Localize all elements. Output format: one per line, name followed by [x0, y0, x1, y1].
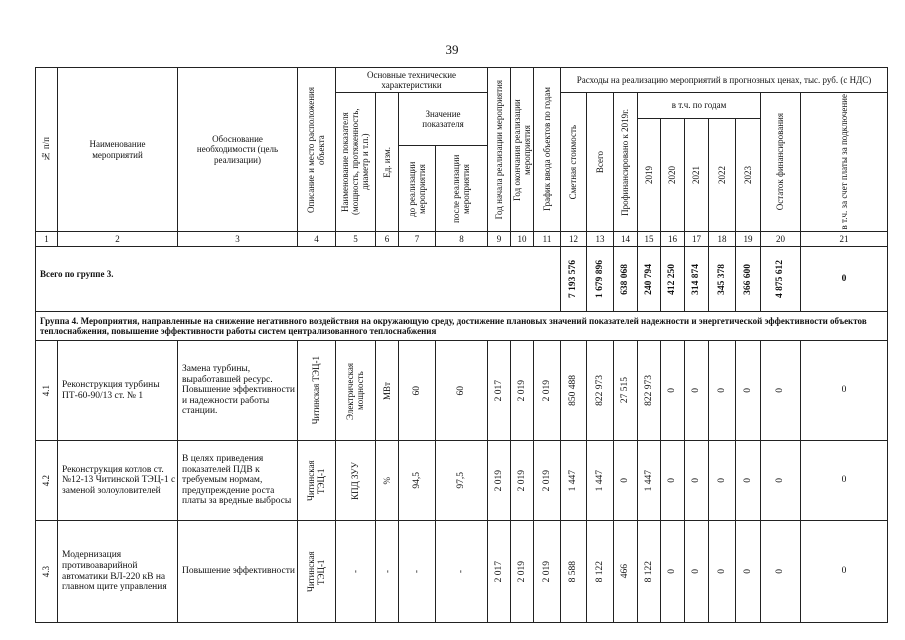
- group3-total-value: [637, 246, 660, 311]
- column-number: [760, 231, 800, 246]
- header-2022-text: 2022: [716, 166, 727, 184]
- column-number: [57, 231, 177, 246]
- row-end-text: 2 019: [516, 560, 527, 583]
- row-unit-text: %: [381, 476, 392, 485]
- header-connection-fee-text: в т.ч. за счет платы за подключение: [838, 94, 849, 230]
- header-reason-text: Обоснование необходимости (цель реализации): [196, 134, 279, 165]
- group3-total-value-text: 366 600: [742, 263, 753, 295]
- header-value-text: Значение показателя: [422, 108, 464, 129]
- row-value: [684, 340, 708, 440]
- header-2021: [684, 118, 708, 231]
- row-start: [487, 440, 510, 520]
- row-value-text: 8 588: [568, 560, 579, 583]
- group3-total-value-text: 7 193 576: [568, 260, 579, 298]
- row-end: [510, 520, 533, 623]
- group3-total-value-text: 638 068: [620, 263, 631, 295]
- column-number-text: 13: [595, 233, 605, 244]
- column-number: [684, 231, 708, 246]
- column-number-text: 2: [115, 233, 120, 244]
- row-schedule: [533, 440, 560, 520]
- column-number: [586, 231, 613, 246]
- row-end-text: 2 019: [516, 379, 527, 402]
- header-2023-text: 2023: [742, 166, 753, 184]
- row-after-text: 97,5: [456, 472, 467, 489]
- column-number-text: 16: [668, 233, 677, 244]
- row-before: [398, 520, 435, 623]
- row-param: [335, 440, 375, 520]
- group3-total-value-text: 314 874: [691, 263, 702, 295]
- column-number-text: 7: [414, 233, 420, 244]
- row-name: [57, 520, 177, 623]
- header-2021-text: 2021: [691, 166, 702, 184]
- row-value: [800, 340, 888, 440]
- column-number-text: 12: [569, 233, 578, 244]
- header-remaining: [760, 92, 800, 231]
- column-number-text: 10: [517, 233, 527, 244]
- row-num-text: 4.3: [41, 565, 52, 578]
- row-param: [335, 520, 375, 623]
- header-after: [435, 145, 487, 231]
- row-value-text: 1 447: [594, 469, 605, 492]
- header-reason: [177, 67, 297, 231]
- header-2022: [708, 118, 735, 231]
- row-param: [335, 340, 375, 440]
- column-number-text: 6: [384, 233, 390, 244]
- row-value: [760, 340, 800, 440]
- row-value-text: 0: [775, 569, 786, 574]
- row-value-text: 0: [667, 388, 678, 393]
- row-value-text: 0: [775, 478, 786, 483]
- row-value: [735, 440, 760, 520]
- row-value: [637, 340, 660, 440]
- column-number-text: 18: [717, 233, 727, 244]
- column-number: [35, 231, 57, 246]
- row-value-text: 0: [667, 569, 678, 574]
- header-unit: [375, 92, 398, 231]
- column-number-text: 3: [235, 233, 240, 244]
- group3-total-value: [613, 246, 637, 311]
- header-2023: [735, 118, 760, 231]
- row-value: [560, 440, 586, 520]
- row-value: [760, 440, 800, 520]
- row-start-text: 2 017: [493, 560, 504, 583]
- row-after-text: -: [456, 569, 467, 574]
- column-number: [398, 231, 435, 246]
- row-name: [57, 440, 177, 520]
- column-number: [297, 231, 335, 246]
- column-number-text: 4: [314, 233, 319, 244]
- row-value: [708, 520, 735, 623]
- row-before-text: -: [411, 569, 422, 574]
- header-value: [398, 92, 487, 145]
- row-value: [560, 340, 586, 440]
- row-value-text: 0: [742, 388, 753, 393]
- header-total-text: Всего: [594, 150, 605, 174]
- row-name: [57, 340, 177, 440]
- row-param-text: Электрическая мощность: [345, 361, 366, 420]
- row-before-text: 60: [411, 385, 422, 396]
- group3-total-value-text: 0: [841, 273, 847, 284]
- group3-total-value-text: 240 794: [643, 263, 654, 295]
- row-location: [297, 440, 335, 520]
- header-num-text: № п/п: [41, 137, 52, 162]
- group3-total-value: [560, 246, 586, 311]
- row-value: [613, 520, 637, 623]
- row-num: [35, 340, 57, 440]
- group3-total-value-text: 4 875 612: [775, 260, 786, 298]
- row-value: [735, 340, 760, 440]
- row-start: [487, 340, 510, 440]
- header-before: [398, 145, 435, 231]
- row-location: [297, 340, 335, 440]
- header-estimate-text: Сметная стоимость: [568, 124, 579, 200]
- header-param: [335, 92, 375, 231]
- row-value: [800, 440, 888, 520]
- header-total: [586, 92, 613, 231]
- row-location-text: Читинская ТЭЦ-1: [306, 550, 327, 592]
- row-value: [800, 520, 888, 623]
- header-schedule-text: График ввода объектов по годам: [541, 87, 552, 212]
- row-reason-text: В целях приведения показателей ПДВ к требуемым нормам, предупреждение роста платы за вредные выбросы: [182, 453, 292, 507]
- row-reason-text: Повышение эффективности: [182, 566, 295, 577]
- row-end: [510, 340, 533, 440]
- row-after-text: 60: [456, 385, 467, 396]
- row-after: [435, 340, 487, 440]
- header-before-text: до реализации мероприятия: [406, 160, 427, 217]
- column-number-text: 17: [692, 233, 701, 244]
- row-reason: [177, 440, 297, 520]
- row-before-text: 94,5: [411, 472, 422, 489]
- row-value: [684, 520, 708, 623]
- row-value-text: 822 973: [643, 375, 654, 406]
- header-schedule: [533, 67, 560, 231]
- header-by-year-text: в т.ч. по годам: [671, 100, 727, 111]
- header-end-text: Год окончания реализации мероприятия: [511, 98, 532, 201]
- header-tech-text: Основные технические характеристики: [366, 69, 457, 90]
- column-number-text: 11: [542, 233, 552, 244]
- page-number: 39: [445, 42, 459, 57]
- row-value-text: 27 515: [620, 377, 631, 404]
- row-value-text: 0: [716, 478, 727, 483]
- row-value-text: 0: [716, 569, 727, 574]
- row-start-text: 2 019: [493, 469, 504, 492]
- column-number-text: 19: [743, 233, 753, 244]
- row-schedule-text: 2 019: [541, 560, 552, 583]
- row-value-text: 0: [691, 388, 702, 393]
- column-number-text: 8: [459, 233, 464, 244]
- row-value: [613, 440, 637, 520]
- group3-total-value: [684, 246, 708, 311]
- header-by-year: [637, 92, 760, 118]
- header-expenses: [560, 67, 888, 92]
- row-before: [398, 340, 435, 440]
- header-start: [487, 67, 510, 231]
- header-connection-fee: [800, 92, 888, 231]
- header-location-text: Описание и место расположения объекта: [306, 86, 327, 213]
- column-number: [800, 231, 888, 246]
- column-number: [335, 231, 375, 246]
- group3-total-value: [735, 246, 760, 311]
- column-number-text: 15: [644, 233, 654, 244]
- row-start: [487, 520, 510, 623]
- column-number: [708, 231, 735, 246]
- row-location-text: Читинская ТЭЦ-1: [311, 356, 322, 425]
- column-number: [560, 231, 586, 246]
- row-schedule-text: 2 019: [541, 379, 552, 402]
- group3-total-label-text: Всего по группе 3.: [40, 269, 114, 279]
- header-tech: [335, 67, 487, 92]
- header-financed: [613, 92, 637, 231]
- row-value: [684, 440, 708, 520]
- row-value-text: 822 973: [594, 375, 605, 406]
- header-location: [297, 67, 335, 231]
- header-unit-text: Ед. изм.: [381, 146, 392, 178]
- row-value: [735, 520, 760, 623]
- column-number-text: 1: [44, 233, 49, 244]
- row-value-text: 0: [742, 478, 753, 483]
- row-value-text: 1 447: [568, 469, 579, 492]
- group3-total-value-text: 1 679 896: [594, 260, 605, 298]
- column-number: [177, 231, 297, 246]
- column-number-text: 9: [496, 233, 502, 244]
- header-2020-text: 2020: [667, 166, 678, 184]
- row-value-text: 0: [667, 478, 678, 483]
- group3-total-value: [708, 246, 735, 311]
- row-value: [637, 440, 660, 520]
- row-schedule-text: 2 019: [541, 469, 552, 492]
- row-value: [586, 520, 613, 623]
- row-reason: [177, 520, 297, 623]
- group4-title: [35, 311, 888, 340]
- column-number: [637, 231, 660, 246]
- row-value: [560, 520, 586, 623]
- row-value-text: 0: [841, 385, 847, 396]
- row-schedule: [533, 340, 560, 440]
- header-remaining-text: Остаток финансирования: [775, 113, 786, 211]
- header-2019: [637, 118, 660, 231]
- group3-total-label: [35, 246, 560, 311]
- row-location-text: Читинская ТЭЦ-1: [306, 459, 327, 501]
- header-estimate: [560, 92, 586, 231]
- row-unit: [375, 440, 398, 520]
- column-number: [735, 231, 760, 246]
- group3-total-value-text: 345 378: [716, 263, 727, 295]
- row-unit: [375, 520, 398, 623]
- row-value-text: 850 488: [568, 375, 579, 406]
- column-number: [487, 231, 510, 246]
- header-name-text: Наименование мероприятий: [89, 139, 146, 160]
- group3-total-value: [660, 246, 684, 311]
- header-end: [510, 67, 533, 231]
- row-start-text: 2 017: [493, 379, 504, 402]
- row-unit-text: МВт: [381, 381, 392, 400]
- header-after-text: после реализации мероприятия: [451, 154, 472, 223]
- column-number-text: 5: [353, 233, 358, 244]
- row-value-text: 0: [841, 475, 847, 486]
- column-number: [660, 231, 684, 246]
- row-value-text: 0: [742, 569, 753, 574]
- column-number-text: 21: [839, 233, 849, 244]
- row-param-text: КПД ЗУУ: [350, 461, 361, 500]
- header-expenses-text: Расходы на реализацию мероприятий в прогнозных ценах, тыс. руб. (с НДС): [576, 74, 872, 85]
- row-value-text: 466: [620, 564, 631, 579]
- row-value: [660, 440, 684, 520]
- row-after: [435, 440, 487, 520]
- row-value-text: 8 122: [594, 560, 605, 583]
- header-param-text: Наименование показателя (мощность, протяженность, диаметр и т.п.): [340, 108, 371, 216]
- group3-total-value: [586, 246, 613, 311]
- row-value: [586, 340, 613, 440]
- row-value-text: 0: [620, 478, 631, 483]
- row-value-text: 8 122: [643, 560, 654, 583]
- row-value-text: 0: [691, 569, 702, 574]
- row-param-text: -: [350, 570, 361, 573]
- column-number: [613, 231, 637, 246]
- column-number-text: 20: [776, 233, 785, 244]
- row-value: [660, 520, 684, 623]
- row-value: [660, 340, 684, 440]
- header-2019-text: 2019: [643, 166, 654, 184]
- header-start-text: Год начала реализации мероприятия: [493, 79, 504, 220]
- row-unit: [375, 340, 398, 440]
- row-location: [297, 520, 335, 623]
- row-name-text: Реконструкция котлов ст. №12-13 Читинской ТЭЦ-1 с заменой золоуловителей: [62, 464, 176, 496]
- row-reason-text: Замена турбины, выработавшей ресурс. Повышение эффективности и надежности работы станции.: [182, 363, 295, 417]
- group3-total-value-text: 412 250: [667, 263, 678, 295]
- column-number: [375, 231, 398, 246]
- row-num: [35, 520, 57, 623]
- group3-total-value: [760, 246, 800, 311]
- row-reason: [177, 340, 297, 440]
- column-number-text: 14: [621, 233, 630, 244]
- row-before: [398, 440, 435, 520]
- row-value: [708, 440, 735, 520]
- row-value-text: 0: [775, 388, 786, 393]
- column-number: [435, 231, 487, 246]
- row-value-text: 0: [691, 478, 702, 483]
- row-value: [708, 340, 735, 440]
- row-value: [613, 340, 637, 440]
- column-number: [533, 231, 560, 246]
- row-end: [510, 440, 533, 520]
- group3-total-value: [800, 246, 888, 311]
- row-num-text: 4.1: [41, 384, 52, 397]
- row-value-text: 0: [716, 388, 727, 393]
- group4-title-text: Группа 4. Мероприятия, направленные на снижение негативного воздействия на окружающую среду, достижение плановых значений показателей надежности и энергетической эффективности объектов теплоснабжения, повышение эффективности работы систем централизованного теплоснабжения: [40, 316, 867, 337]
- row-value-text: 1 447: [643, 469, 654, 492]
- header-name: [57, 67, 177, 231]
- header-2020: [660, 118, 684, 231]
- row-value: [637, 520, 660, 623]
- row-unit-text: -: [381, 570, 392, 573]
- row-num-text: 4.2: [41, 474, 52, 487]
- row-after: [435, 520, 487, 623]
- row-schedule: [533, 520, 560, 623]
- header-num: [35, 67, 57, 231]
- row-value: [586, 440, 613, 520]
- row-name-text: Модернизация противоаварийной автоматики ВЛ-220 кВ на главном щите управления: [62, 550, 167, 593]
- row-value: [760, 520, 800, 623]
- column-number: [510, 231, 533, 246]
- row-num: [35, 440, 57, 520]
- header-financed-text: Профинансировано к 2019г.: [620, 108, 631, 216]
- row-name-text: Реконструкция турбины ПТ-60-90/13 ст. № 1: [62, 379, 160, 401]
- row-value-text: 0: [841, 566, 847, 577]
- row-end-text: 2 019: [516, 469, 527, 492]
